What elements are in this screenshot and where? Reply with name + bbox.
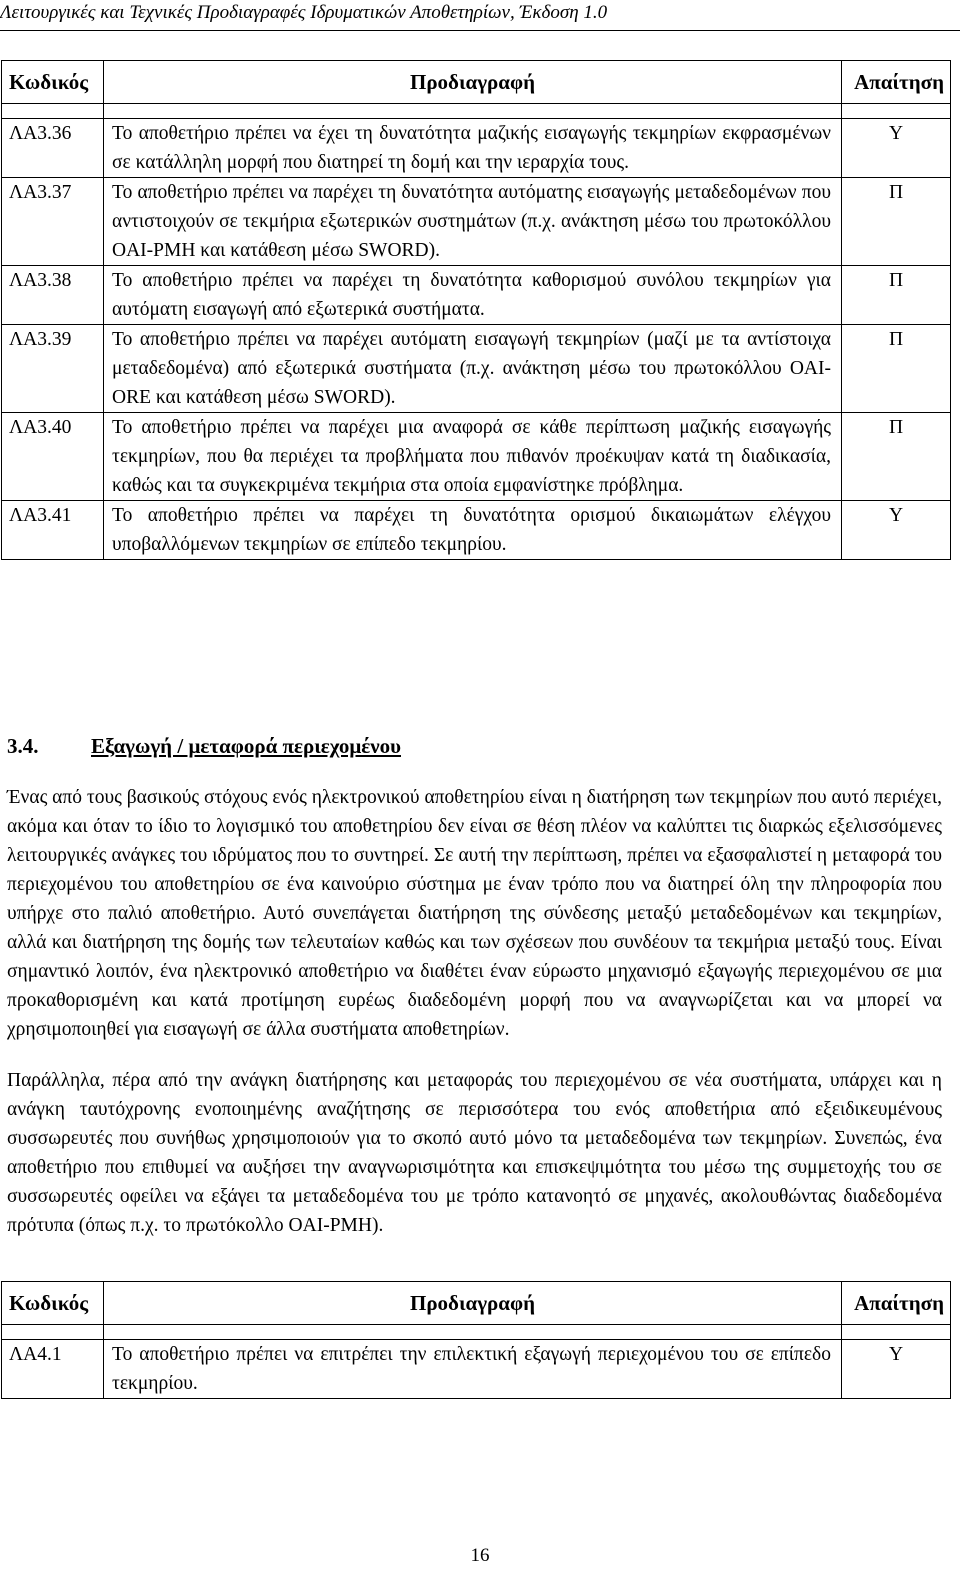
table-row (2, 119, 951, 178)
body-paragraph: Παράλληλα, πέρα από την ανάγκη διατήρησης και μεταφοράς του περιεχομένου σε νέα συστήματα, υπάρχει και η ανάγκη ταυτόχρονης ενοποιημένης αναζήτησης σε περισσότερα του ενός αποθετήρια από εξειδικευμένους συσσωρευτές που συνήθως χρησιμοποιούν για το σκοπό αυτό μόνο τα μεταδεδομένα των τεκμηρίων. Συνεπώς, ένα αποθετήριο που επιθυμεί να αυξήσει την αναγνωρισιμότητα και επισκεψιμότητα του μέσω της συμμετοχής του σε συσσωρευτές οφείλει να εξάγει τα μεταδεδομένα του με τρόπο κατανοητό σε μηχανές, ακολουθώντας διαδεδομένα πρότυπα (όπως π.χ. το πρωτόκολλο OAI-PMH). (7, 1070, 942, 1236)
spec-table-la3 (1, 60, 951, 560)
table-row (2, 325, 951, 413)
row-spec-text: Το αποθετήριο πρέπει να παρέχει τη δυνατότητα καθορισμού συνόλου τεκμηρίων για αυτόματη εισαγωγή από εξωτερικά συστήματα. (104, 266, 842, 325)
row-code: ΛΑ3.40 (2, 413, 104, 501)
page-number: 16 (470, 1545, 490, 1566)
section-number: 3.4. (7, 734, 39, 758)
row-requirement: Υ (842, 1340, 951, 1399)
document-header: Λειτουργικές και Τεχνικές Προδιαγραφές Ιδρυματικών Αποθετηρίων, Έκδοση 1.0 (0, 2, 608, 23)
table-header-row (2, 1282, 951, 1325)
column-header-requirement: Απαίτηση (842, 1282, 951, 1325)
row-requirement: Π (842, 413, 951, 501)
row-requirement: Π (842, 266, 951, 325)
row-code: ΛΑ4.1 (2, 1340, 104, 1399)
row-requirement: Υ (842, 501, 951, 560)
column-header-spec: Προδιαγραφή (104, 61, 842, 104)
body-paragraph: Ένας από τους βασικούς στόχους ενός ηλεκτρονικού αποθετηρίου είναι η διατήρηση των τεκμηρίων που αυτό περιέχει, ακόμα και όταν το ίδιο το λογισμικό του αποθετηρίου δεν είναι σε θέση πλέον να καλύπτει τις διαρκώς εξελισσόμενες λειτουργικές ανάγκες του ιδρύματος που το συντηρεί. Σε αυτή την περίπτωση, πρέπει να εξασφαλιστεί η μεταφορά του περιεχομένου του αποθετηρίου σε ένα καινούριο σύστημα με έναν τρόπο που να διατηρεί όλη την πληροφορία που υπήρχε στο παλιό αποθετήριο. Αυτό συνεπάγεται διατήρηση της σύνδεσης μεταξύ μεταδεδομένων και τεκμηρίων, αλλά και διατήρηση της δομής των τελευταίων καθώς και των σχέσεων που συνδέουν τα τεκμήρια μεταξύ τους. Είναι σημαντικό λοιπόν, ένα ηλεκτρονικό αποθετήριο να διαθέτει έναν εύρωστο μηχανισμό εξαγωγής περιεχομένου σε μια προκαθορισμένη και κατά προτίμηση ευρέως διαδεδομένη μορφή που να αναγνωρίζεται και να μπορεί να χρησιμοποιηθεί για εισαγωγή σε άλλα συστήματα αποθετηρίων. (7, 787, 942, 1040)
table-row (2, 1340, 951, 1399)
column-header-spec: Προδιαγραφή (104, 1282, 842, 1325)
section-heading (7, 734, 401, 759)
header-divider (0, 30, 960, 31)
section-title: Εξαγωγή / μεταφορά περιεχομένου (91, 734, 401, 758)
spec-table-la4 (1, 1281, 951, 1399)
column-header-code: Κωδικός (2, 1282, 104, 1325)
row-code: ΛΑ3.39 (2, 325, 104, 413)
table-row (2, 501, 951, 560)
row-spec-text: Το αποθετήριο πρέπει να παρέχει τη δυνατότητα ορισμού δικαιωμάτων ελέγχου υποβαλλόμενων τεκμηρίων σε επίπεδο τεκμηρίου. (104, 501, 842, 560)
row-spec-text: Το αποθετήριο πρέπει να έχει τη δυνατότητα μαζικής εισαγωγής τεκμηρίων εκφρασμένων σε κατάλληλη μορφή που διατηρεί τη δομή και την ιεραρχία τους. (104, 119, 842, 178)
row-spec-text: Το αποθετήριο πρέπει να παρέχει μια αναφορά σε κάθε περίπτωση μαζικής εισαγωγής τεκμηρίων, που θα περιέχει τα προβλήματα που πιθανόν προέκυψαν κατά τη διαδικασία, καθώς και τα συγκεκριμένα τεκμήρια στα οποία εμφανίστηκε πρόβλημα. (104, 413, 842, 501)
row-code: ΛΑ3.36 (2, 119, 104, 178)
table-row (2, 266, 951, 325)
row-spec-text: Το αποθετήριο πρέπει να παρέχει αυτόματη εισαγωγή τεκμηρίων (μαζί με τα αντίστοιχα μεταδεδομένα) από εξωτερικά συστήματα (π.χ. ανάκτηση μέσω του πρωτοκόλλου OAI-ORE και κατάθεση μέσω SWORD). (104, 325, 842, 413)
row-requirement: Υ (842, 119, 951, 178)
table-header-row (2, 61, 951, 104)
column-header-code: Κωδικός (2, 61, 104, 104)
column-header-requirement: Απαίτηση (842, 61, 951, 104)
row-requirement: Π (842, 325, 951, 413)
row-code: ΛΑ3.41 (2, 501, 104, 560)
row-code: ΛΑ3.38 (2, 266, 104, 325)
table-spacer-row (2, 104, 951, 119)
row-spec-text: Το αποθετήριο πρέπει να παρέχει τη δυνατότητα αυτόματης εισαγωγής μεταδεδομένων που αντιστοιχούν σε τεκμήρια εξωτερικών συστημάτων (π.χ. ανάκτηση μέσω του πρωτοκόλλου OAI-PMH και κατάθεση μέσω SWORD). (104, 178, 842, 266)
row-requirement: Π (842, 178, 951, 266)
table-row (2, 413, 951, 501)
table-spacer-row (2, 1325, 951, 1340)
row-spec-text: Το αποθετήριο πρέπει να επιτρέπει την επιλεκτική εξαγωγή περιεχομένου του σε επίπεδο τεκμηρίου. (104, 1340, 842, 1399)
row-code: ΛΑ3.37 (2, 178, 104, 266)
table-row (2, 178, 951, 266)
